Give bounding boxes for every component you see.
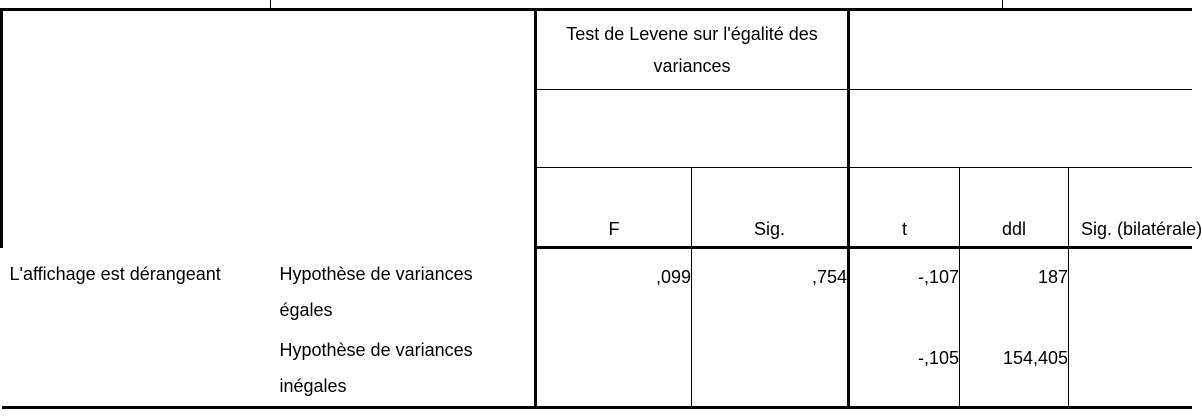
- ttest-group-header: [849, 10, 1192, 90]
- cell-sig: [692, 332, 849, 408]
- row-hypothesis-label: Hypothèse de variances inégales: [272, 332, 536, 408]
- header-row-group: [2, 10, 1192, 90]
- header-corner-cell: [2, 10, 272, 248]
- cell-f: [536, 332, 692, 408]
- table-top-edge-divider: [270, 0, 271, 8]
- table-top-edge-divider: [1002, 0, 1003, 8]
- levene-subheader: [536, 90, 849, 168]
- cell-sig-bilateral: [1069, 332, 1192, 408]
- cell-f: ,099: [536, 248, 692, 332]
- cell-ddl: 154,405: [960, 332, 1069, 408]
- cell-t: -,107: [849, 248, 960, 332]
- row-variable-label: L'affichage est dérangeant: [9, 263, 221, 284]
- col-header-sig: Sig.: [692, 168, 849, 248]
- col-header-ddl: ddl: [960, 168, 1069, 248]
- row-hypothesis-label: Hypothèse de variances égales: [279, 263, 473, 320]
- results-table: [0, 8, 1202, 409]
- levene-group-header: Test de Levene sur l'égalité des variances: [536, 10, 849, 90]
- cell-sig-bilateral: [1069, 248, 1192, 332]
- ttest-subheader: [849, 90, 1192, 168]
- cell-sig: ,754: [692, 248, 849, 332]
- cell-ddl: 187: [960, 248, 1069, 332]
- col-header-t: t: [849, 168, 960, 248]
- col-header-f: F: [536, 168, 692, 248]
- cell-t: -,105: [849, 332, 960, 408]
- table-row: [2, 332, 1192, 408]
- col-header-sig-bilateral: Sig. (bilatérale): [1069, 168, 1192, 248]
- header-corner-cell: [272, 10, 536, 248]
- table-row: [2, 248, 1192, 332]
- row-variable-label: [2, 332, 272, 408]
